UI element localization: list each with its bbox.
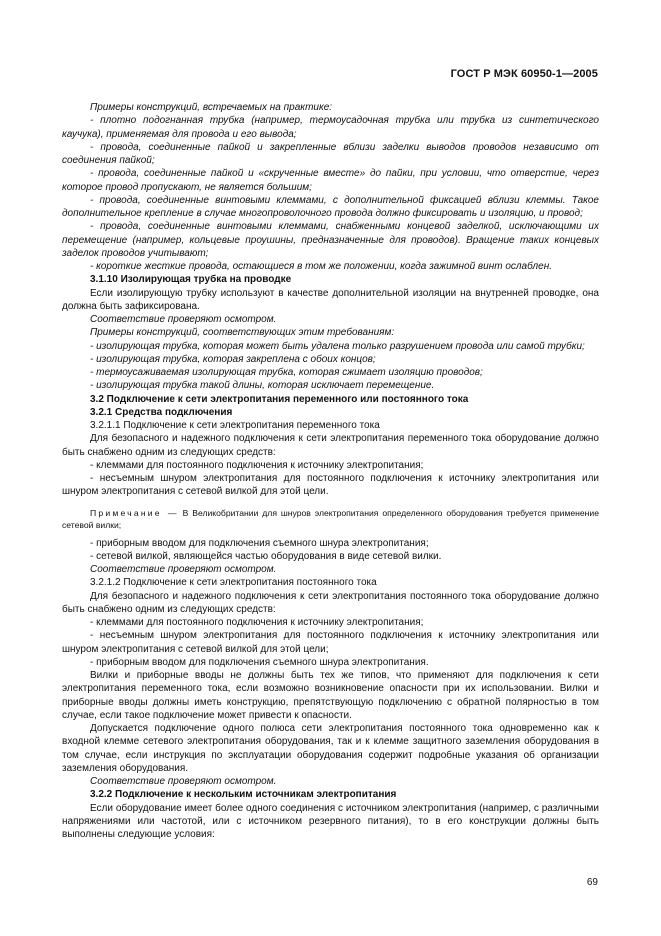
page-number: 69 <box>586 877 598 888</box>
section-heading: 3.2.2 Подключение к нескольким источникам электропитания <box>90 789 397 801</box>
section-heading: 3.2 Подключение к сети электропитания переменного или постоянного тока <box>90 393 469 405</box>
list-item: - клеммами для постоянного подключения к источнику электропитания; <box>90 459 424 471</box>
list-item: - изолирующая трубка, которая закреплена с обоих концов; <box>90 353 376 365</box>
list-item: - клеммами для постоянного подключения к источнику электропитания; <box>90 617 424 628</box>
list-item: - изолирующая трубка такой длины, которая исключает перемещение. <box>90 380 435 392</box>
compliance-check: Соответствие проверяют осмотром. <box>90 314 277 325</box>
list-item: - сетевой вилкой, являющейся частью оборудования в виде сетевой вилки. <box>90 550 442 562</box>
subsection-title: 3.2.1.2 Подключение к сети электропитания постоянного тока <box>90 577 377 589</box>
list-item: - провода, соединенные винтовыми клеммами, снабженными концевой заделкой, исключающими их перемещение (например, кольцевые проушины, предназначенные для проводов). Вращение таких концевых заделок проводов учитывают; <box>62 221 599 259</box>
list-item: - плотно подогнанная трубка (например, термоусадочная трубка или трубка из синтетического каучука), применяемая для провода и его вывода; <box>62 115 599 140</box>
section-heading: 3.2.1 Средства подключения <box>90 406 233 418</box>
paragraph: Допускается подключение одного полюса сети электропитания постоянного тока одновременно как к входной клемме сетевого электропитания оборудования, так и к клемме защитного заземления оборудования в том случае, если инструкция по эксплуатации оборудования содержит подробные указания об организации заземления оборудования. <box>62 723 599 774</box>
note-text: В Великобритании для шнуров электропитания определенного оборудования требуется применение сетевой вилки; <box>62 507 599 530</box>
list-item: - приборным вводом для подключения съемного шнура электропитания. <box>90 656 429 668</box>
paragraph: Если оборудование имеет более одного соединения с источником электропитания (например, с различными напряжениями или частотой, или с источником резервного питания), то в его конструкции должны быть выполнены следующие условия: <box>62 802 599 840</box>
paragraph: Примеры конструкций, встречаемых на практике: <box>90 102 333 113</box>
paragraph: Примеры конструкций, соответствующих этим требованиям: <box>90 327 395 339</box>
list-item: - термоусаживаемая изолирующая трубка, которая сжимает изоляцию проводов; <box>90 367 483 378</box>
standard-header: ГОСТ Р МЭК 60950-1—2005 <box>450 68 598 80</box>
paragraph: Для безопасного и надежного подключения к сети электропитания постоянного тока оборудование должно быть снабжено одним из следующих средств: <box>62 590 599 615</box>
paragraph: Вилки и приборные вводы не должны быть тех же типов, что применяют для подключения к сети электропитания переменного тока, если возможно возникновение опасности при их использовании. Вилки и приборные вводы должны иметь конструкцию, препятствующую подключению с обратной полярностью в том случае, если такое подключение может привести к опасности. <box>62 670 599 721</box>
note <box>62 507 599 531</box>
section-heading: 3.1.10 Изолирующая трубка на проводке <box>90 274 292 286</box>
list-item: - приборным вводом для подключения съемного шнура электропитания; <box>90 537 429 549</box>
list-item: - несъемным шнуром электропитания для постоянного подключения к источнику электропитания или шнуром электропитания с сетевой вилкой для этой цели; <box>62 630 599 655</box>
paragraph: Если изолирующую трубку используют в качестве дополнительной изоляции на внутренней проводке, она должна быть зафиксирована. <box>62 287 599 312</box>
list-item: - короткие жесткие провода, остающиеся в том же положении, когда зажимной винт ослаблен. <box>90 261 552 272</box>
compliance-check: Соответствие проверяют осмотром. <box>90 564 277 575</box>
compliance-check: Соответствие проверяют осмотром. <box>90 776 277 787</box>
list-item: - провода, соединенные винтовыми клеммами, с дополнительной фиксацией вблизи клеммы. Такое дополнительное крепление в случае многопроволочного провода должно фиксировать и изоляцию, и провод; <box>62 194 599 219</box>
list-item: - изолирующая трубка, которая может быть удалена только разрушением провода или самой трубки; <box>90 340 585 352</box>
paragraph: Для безопасного и надежного подключения к сети электропитания переменного тока оборудование должно быть снабжено одним из следующих средств: <box>62 433 599 458</box>
list-item: - несъемным шнуром электропитания для постоянного подключения к источнику электропитания или шнуром электропитания с сетевой вилкой для этой цели. <box>62 473 599 498</box>
note-label: Примечание — <box>90 507 179 518</box>
page-body <box>62 101 599 841</box>
list-item: - провода, соединенные пайкой и «скрученные вместе» до пайки, при условии, что отверстие, через которое провод пропускают, не является большим; <box>62 168 599 193</box>
subsection-title: 3.2.1.1 Подключение к сети электропитания переменного тока <box>90 420 380 431</box>
list-item: - провода, соединенные пайкой и закрепленные вблизи заделки выводов проводов независимо от соединения пайкой; <box>62 141 599 166</box>
